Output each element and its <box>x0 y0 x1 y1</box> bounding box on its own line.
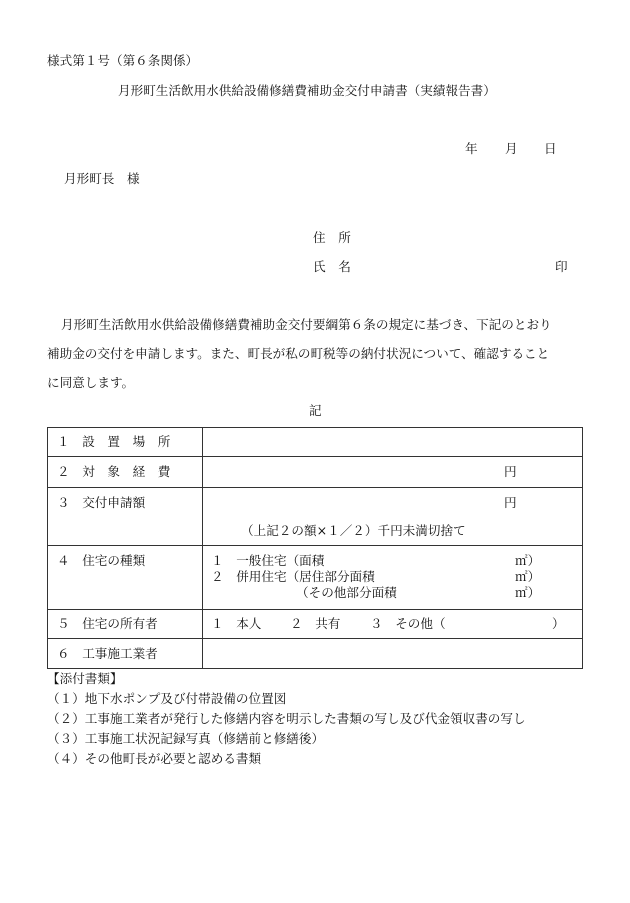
body-line-3: に同意します。 <box>47 375 135 390</box>
table-row <box>48 488 583 546</box>
name-label: 氏 名 <box>313 259 351 274</box>
grant-calculation-note: （上記２の額×１／２）千円未満切捨て <box>241 523 466 538</box>
table-row <box>48 546 583 610</box>
owner-label: ５ 住宅の所有者 <box>57 616 158 631</box>
owner-option-shared[interactable]: ２ 共有 <box>290 616 341 631</box>
date-year-label: 年 <box>465 141 478 156</box>
body-line-2: 補助金の交付を申請します。また、町長が私の町税等の納付状況について、確認すること <box>47 346 550 361</box>
attachment-item-3: （３）工事施工状況記録写真（修繕前と修繕後） <box>47 731 325 746</box>
seal-mark: 印 <box>555 259 568 274</box>
housing-type-option-combined[interactable]: ２ 併用住宅（居住部分面積 <box>211 569 375 584</box>
residential-area-unit: ㎡） <box>515 569 541 584</box>
owner-option-self[interactable]: １ 本人 <box>211 616 262 631</box>
table-row <box>48 428 583 457</box>
contractor-label: ６ 工事施工業者 <box>57 646 158 661</box>
other-area-label: （その他部分面積 <box>296 585 397 600</box>
date-day-label: 日 <box>544 141 557 156</box>
other-area-unit: ㎡） <box>515 585 541 600</box>
ki-heading: 記 <box>309 403 322 418</box>
table-row <box>48 457 583 488</box>
contractor-field[interactable] <box>203 639 583 669</box>
addressee: 月形町長 様 <box>64 171 140 186</box>
eligible-cost-unit: 円 <box>504 464 517 479</box>
eligible-cost-label: ２ 対 象 経 費 <box>57 464 171 479</box>
housing-type-option-general[interactable]: １ 一般住宅（面積 <box>211 553 325 568</box>
owner-other-close-paren: ） <box>552 616 565 631</box>
grant-request-label: ３ 交付申請額 <box>57 495 146 510</box>
form-number: 様式第１号（第６条関係） <box>47 53 199 68</box>
attachment-item-2: （２）工事施工業者が発行した修繕内容を明示した書類の写し及び代金領収書の写し <box>47 711 526 726</box>
date-month-label: 月 <box>505 141 518 156</box>
grant-request-unit: 円 <box>504 495 517 510</box>
document-title: 月形町生活飲用水供給設備修繕費補助金交付申請書（実績報告書） <box>118 83 496 98</box>
owner-field <box>203 610 583 639</box>
attachment-item-1: （１）地下水ポンプ及び付帯設備の位置図 <box>47 691 287 706</box>
housing-type-label: ４ 住宅の種類 <box>57 553 146 568</box>
table-row <box>48 639 583 669</box>
application-table <box>47 427 583 669</box>
housing-type-field <box>203 546 583 610</box>
installation-location-label: １ 設 置 場 所 <box>57 434 171 449</box>
installation-location-field[interactable] <box>203 428 583 457</box>
owner-option-other[interactable]: ３ その他（ <box>370 616 446 631</box>
attachments-heading: 【添付書類】 <box>47 671 123 686</box>
address-label: 住 所 <box>313 230 351 245</box>
grant-request-field[interactable] <box>203 488 583 546</box>
table-row <box>48 610 583 639</box>
body-line-1: 月形町生活飲用水供給設備修繕費補助金交付要綱第６条の規定に基づき、下記のとおり <box>61 317 552 332</box>
attachment-item-4: （４）その他町長が必要と認める書類 <box>47 751 262 766</box>
housing-area-unit: ㎡） <box>515 553 541 568</box>
eligible-cost-field[interactable] <box>203 457 583 488</box>
